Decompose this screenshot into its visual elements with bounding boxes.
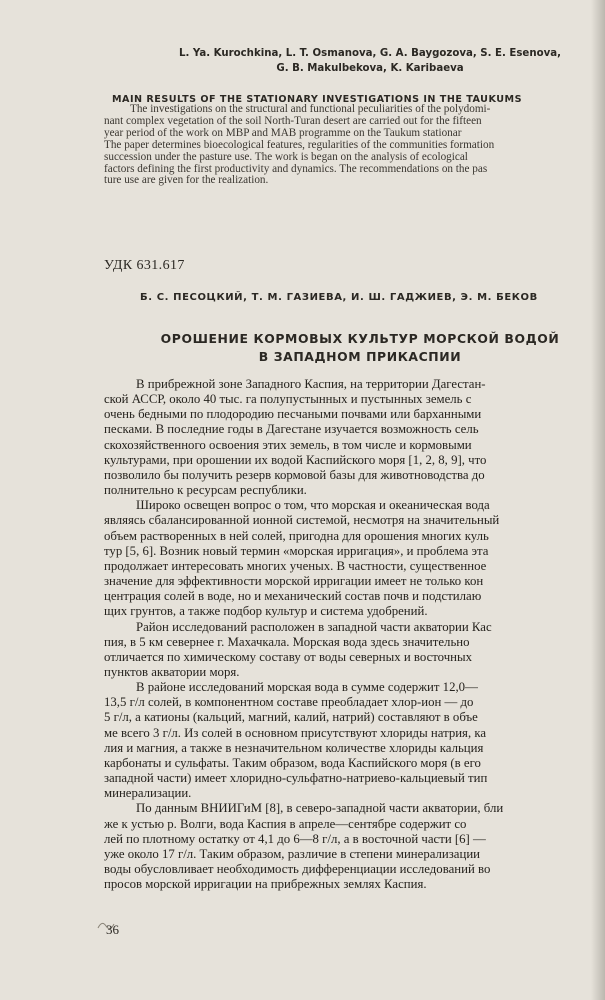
body-line: минерализации. xyxy=(104,786,192,801)
body-line: ской АССР, около 40 тыс. га полупустынных и пустынных земель с xyxy=(104,392,472,407)
abstract-line: succession under the pasture use. The work is began on the analysis of ecological xyxy=(104,151,468,163)
russian-title-line: ОРОШЕНИЕ КОРМОВЫХ КУЛЬТУР МОРСКОЙ ВОДОЙ xyxy=(160,331,560,346)
body-line: полнительно к ресурсам республики. xyxy=(104,483,307,498)
body-line: Район исследований расположен в западной части акватории Кас xyxy=(136,619,492,634)
body-line: лия и магния, а также в незначительном количестве хлориды кальция xyxy=(104,740,484,755)
body-line: уже около 17 г/л. Таким образом, различие в степени минерализации xyxy=(104,846,481,861)
body-line: В районе исследований морская вода в сумме содержит 12,0— xyxy=(136,680,478,695)
body-line: западной части) имеет хлоридно-сульфатно-натриево-кальциевый тип xyxy=(104,771,488,786)
body-line: тур [5, 6]. Возник новый термин «морская ирригация», и проблема эта xyxy=(104,543,489,558)
body-line: же к устью р. Волги, вода Каспия в апреле—сентябре содержит со xyxy=(104,816,467,831)
body-line: пунктов акватории моря. xyxy=(104,664,240,679)
body-line: Широко освещен вопрос о том, что морская и океаническая вода xyxy=(136,498,490,513)
body-line: продолжает интересовать многих ученых. В частности, существенное xyxy=(104,558,487,573)
english-authors xyxy=(150,46,590,76)
body-line: центрация солей в воде, но и механический состав почв и подстилаю xyxy=(104,589,482,604)
body-line: воды обусловливает необходимость дифференциации исследований во xyxy=(104,862,491,876)
body-line: В прибрежной зоне Западного Каспия, на территории Дагестан- xyxy=(136,377,486,391)
abstract-line: The investigations on the structural and functional peculiarities of the polydomi- xyxy=(130,104,491,115)
body-line: пия, в 5 км севернее г. Махачкала. Морская вода здесь значительно xyxy=(104,634,470,649)
english-title: MAIN RESULTS OF THE STATIONARY INVESTIGATIONS IN THE TAUKUMS xyxy=(112,94,522,105)
body-line: объем растворенных в ней солей, пригодна для орошения многих куль xyxy=(104,528,489,543)
english-abstract xyxy=(104,104,598,187)
english-authors-line: L. Ya. Kurochkina, L. T. Osmanova, G. A. Baygozova, S. E. Esenova, xyxy=(179,48,561,59)
abstract-line: nant complex vegetation of the soil North-Turan desert are carried out for the fifteen xyxy=(104,115,482,127)
abstract-line: ture use are given for the realization. xyxy=(104,175,269,187)
body-line: являясь сбалансированной ионной системой, несмотря на значительный xyxy=(104,513,500,528)
abstract-line: year period of the work on MBP and MAB programme on the Taukum stationar xyxy=(104,127,462,139)
body-line: карбонаты и сульфаты. Таким образом, вода Каспийского моря (в его xyxy=(104,755,481,770)
abstract-line: The paper determines bioecological features, regularities of the communities formation xyxy=(104,139,495,151)
body-line: культурами, при орошении их водой Каспийского моря [1, 2, 8, 9], что xyxy=(104,452,487,467)
russian-title xyxy=(120,330,600,366)
body-line: По данным ВНИИГиМ [8], в северо-западной части акватории, бли xyxy=(136,801,504,816)
body-line: очень бедными по плодородию песчаными почвами или барханными xyxy=(104,407,482,422)
body-line: песками. В последние годы в Дагестане изучается возможность сель xyxy=(104,422,479,437)
article-body xyxy=(104,377,604,892)
english-authors-line: G. B. Makulbekova, K. Karibaeva xyxy=(276,63,464,74)
body-line: ме всего 3 г/л. Из солей в основном присутствуют хлориды натрия, ка xyxy=(104,725,487,740)
udk-code: УДК 631.617 xyxy=(104,258,185,273)
body-line: скохозяйственного освоения этих земель, в том числе и кормовыми xyxy=(104,437,472,452)
russian-authors: Б. С. ПЕСОЦКИЙ, Т. М. ГАЗИЕВА, И. Ш. ГАДЖИЕВ, Э. М. БЕКОВ xyxy=(140,292,538,303)
russian-title-line: В ЗАПАДНОМ ПРИКАСПИИ xyxy=(258,349,462,364)
body-line: позволило бы получить резерв кормовой базы для животноводства до xyxy=(104,467,485,482)
body-line: лей по плотному остатку от 4,1 до 6—8 г/л, а в восточной части [6] — xyxy=(104,831,486,846)
body-line: просов морской ирригации на прибрежных землях Каспия. xyxy=(104,877,427,892)
body-line: значение для эффективности морской ирригации имеет не только кон xyxy=(104,574,484,589)
page-number: 36 xyxy=(106,922,119,937)
body-line: 13,5 г/л солей, в компонентном составе преобладает хлор-ион — до xyxy=(104,695,474,710)
abstract-line: factors defining the first productivity and dynamics. The recommendations on the pas xyxy=(104,163,488,175)
body-line: отличается по химическому составу от воды северных и восточных xyxy=(104,649,473,664)
body-line: 5 г/л, а катионы (кальций, магний, калий, натрий) составляют в объе xyxy=(104,710,478,725)
body-line: щих грунтов, а также подбор культур и система удобрений. xyxy=(104,604,428,619)
